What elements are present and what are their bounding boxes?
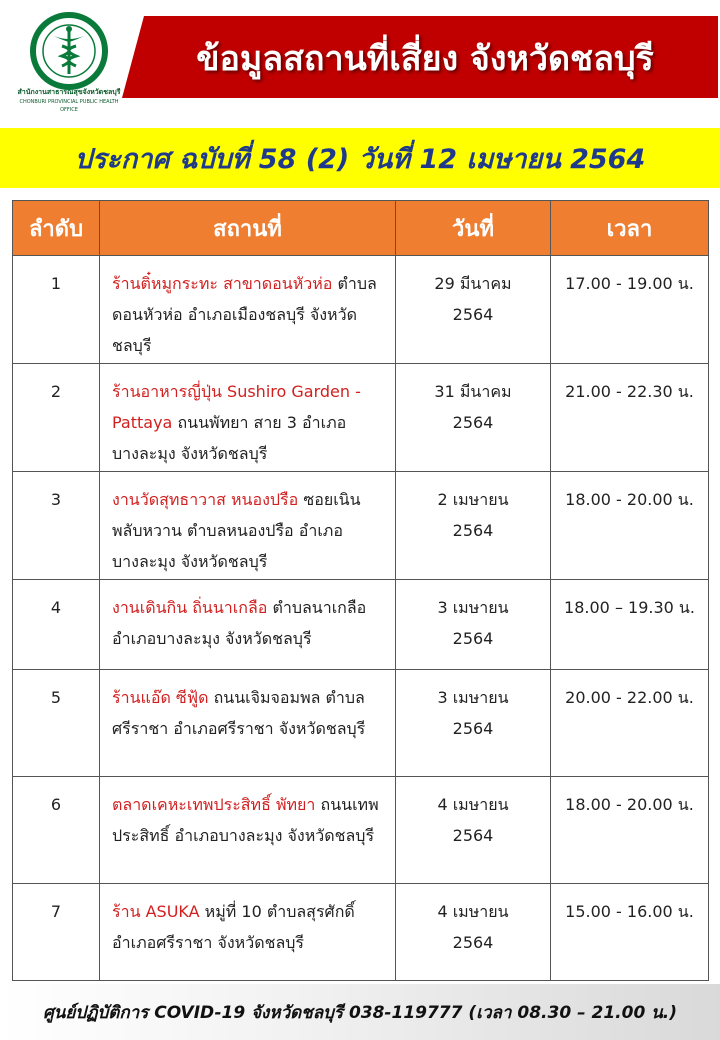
risk-locations-table (12, 200, 708, 981)
office-name-en: CHONBURI PROVINCIAL PUBLIC HEALTH OFFICE (19, 99, 119, 113)
row-place (100, 670, 396, 777)
place-highlight: ร้าน ASUKA (112, 902, 200, 921)
announcement-subtitle: ประกาศ ฉบับที่ 58 (2) วันที่ 12 เมษายน 2564 (74, 143, 646, 175)
row-place (100, 777, 396, 884)
place-detail: ถนนพัทยา สาย 3 อำเภอบางละมุง จังหวัดชลบุรี (112, 413, 347, 463)
date-day-month: 29 มีนาคม (434, 274, 512, 293)
row-place (100, 364, 396, 472)
row-time: 18.00 - 20.00 น. (551, 472, 709, 580)
row-time: 18.00 – 19.30 น. (551, 580, 709, 670)
place-highlight: ร้านอาหารญี่ปุ่น Sushiro Garden - Pattaya (112, 382, 361, 432)
place-highlight: ร้านแอ๊ด ซีฟู้ด (112, 688, 209, 707)
place-highlight: ร้านติ๋หมูกระทะ สาขาดอนหัวห่อ (112, 274, 333, 293)
row-number: 3 (13, 472, 100, 580)
date-year: 2564 (452, 933, 494, 952)
column-header-time: เวลา (551, 201, 709, 256)
place-detail: หมู่ที่ 10 ตำบลสุรศักดิ์ อำเภอศรีราชา จังหวัดชลบุรี (112, 902, 355, 952)
table-header-row (13, 201, 709, 256)
place-detail: ถนนเทพประสิทธิ์ อำเภอบางละมุง จังหวัดชลบุรี (112, 795, 379, 845)
place-detail: ตำบลนาเกลือ อำเภอบางละมุง จังหวัดชลบุรี (112, 598, 367, 648)
row-place (100, 472, 396, 580)
row-number: 4 (13, 580, 100, 670)
date-day-month: 4 เมษายน (437, 795, 509, 814)
place-highlight: งานวัดสุทธาวาส หนองปรือ (112, 490, 299, 509)
date-day-month: 3 เมษายน (437, 598, 509, 617)
row-place (100, 580, 396, 670)
row-place (100, 884, 396, 981)
caduceus-seal-icon (14, 12, 124, 90)
row-date (396, 884, 551, 981)
row-time: 15.00 - 16.00 น. (551, 884, 709, 981)
column-header-no: ลำดับ (13, 201, 100, 256)
row-time: 21.00 - 22.30 น. (551, 364, 709, 472)
row-date (396, 777, 551, 884)
table-row (13, 670, 709, 777)
row-time: 20.00 - 22.00 น. (551, 670, 709, 777)
office-name-th: สำนักงานสาธารณสุขจังหวัดชลบุรี (17, 88, 121, 96)
row-number: 2 (13, 364, 100, 472)
table-row (13, 472, 709, 580)
row-date (396, 670, 551, 777)
place-highlight: งานเดินกิน ถิ่นนาเกลือ (112, 598, 268, 617)
row-time: 18.00 - 20.00 น. (551, 777, 709, 884)
place-detail: ถนนเจิมจอมพล ตำบลศรีราชา อำเภอศรีราชา จังหวัดชลบุรี (112, 688, 366, 738)
date-year: 2564 (452, 719, 494, 738)
place-detail: ตำบลดอนหัวห่อ อำเภอเมืองชลบุรี จังหวัดชลบุรี (112, 274, 377, 355)
table-row (13, 777, 709, 884)
row-time: 17.00 - 19.00 น. (551, 256, 709, 364)
table-row (13, 364, 709, 472)
row-number: 7 (13, 884, 100, 981)
row-date (396, 472, 551, 580)
date-year: 2564 (452, 521, 494, 540)
date-day-month: 3 เมษายน (437, 688, 509, 707)
header (0, 0, 720, 128)
date-year: 2564 (452, 305, 494, 324)
page-title: ข้อมูลสถานที่เสี่ยง จังหวัดชลบุรี (196, 39, 654, 79)
place-detail: ซอยเนินพลับหวาน ตำบลหนองปรือ อำเภอบางละมุง จังหวัดชลบุรี (112, 490, 361, 571)
table-row (13, 580, 709, 670)
date-day-month: 2 เมษายน (437, 490, 509, 509)
date-year: 2564 (452, 413, 494, 432)
date-day-month: 4 เมษายน (437, 902, 509, 921)
row-number: 5 (13, 670, 100, 777)
date-day-month: 31 มีนาคม (434, 382, 512, 401)
row-number: 6 (13, 777, 100, 884)
date-year: 2564 (452, 629, 494, 648)
table-row (13, 256, 709, 364)
row-date (396, 256, 551, 364)
column-header-place: สถานที่ (100, 201, 396, 256)
row-date (396, 364, 551, 472)
footer-contact: ศูนย์ปฏิบัติการ COVID-19 จังหวัดชลบุรี 038-119777 (เวลา 08.30 – 21.00 น.) (42, 1002, 678, 1023)
place-highlight: ตลาดเคหะเทพประสิทธิ์ พัทยา (112, 795, 316, 814)
column-header-date: วันที่ (396, 201, 551, 256)
row-number: 1 (13, 256, 100, 364)
row-date (396, 580, 551, 670)
logo (10, 12, 120, 120)
date-year: 2564 (452, 826, 494, 845)
row-place (100, 256, 396, 364)
table-row (13, 884, 709, 981)
